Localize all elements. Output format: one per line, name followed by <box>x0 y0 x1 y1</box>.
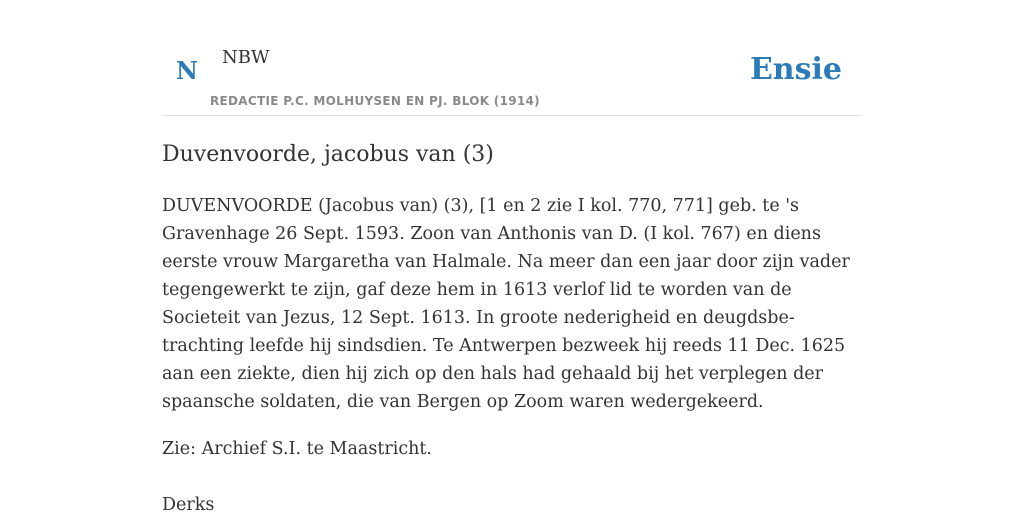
source-title[interactable]: NBW <box>222 47 270 68</box>
entry-title: Duvenvoorde, jacobus van (3) <box>162 142 494 167</box>
entry-body: DUVENVOORDE (Jacobus van) (3), [1 en 2 zie I kol. 770, 771] geb. te 's Gravenhage 26 Sept. 1593. Zoon van Anthonis van D. (I kol. 767) en diens eerste vrouw Margaretha van Halmale. Na meer dan een jaar door zijn vader tegengewerkt te zijn, gaf deze hem in 1613 verlof lid te worden van de Societeit van Jezus, 12 Sept. 1613. In groote nederigheid en deugdsbe-trachting leefde hij sindsdien. Te Antwerpen bezweek hij reeds 11 Dec. 1625 aan een ziekte, dien hij zich op den hals had gehaald bij het verplegen der spaansche soldaten, die van Bergen op Zoom waren wedergekeerd. <box>162 196 850 412</box>
entry-author: Derks <box>162 495 215 512</box>
source-logo-icon[interactable]: N <box>176 56 198 85</box>
source-header <box>162 0 862 116</box>
site-logo[interactable]: Ensie <box>749 52 842 87</box>
source-subtitle: REDACTIE P.C. MOLHUYSEN EN PJ. BLOK (1914) <box>210 94 540 108</box>
page <box>162 0 862 512</box>
entry-see-also: Zie: Archief S.I. te Maastricht. <box>162 439 432 459</box>
